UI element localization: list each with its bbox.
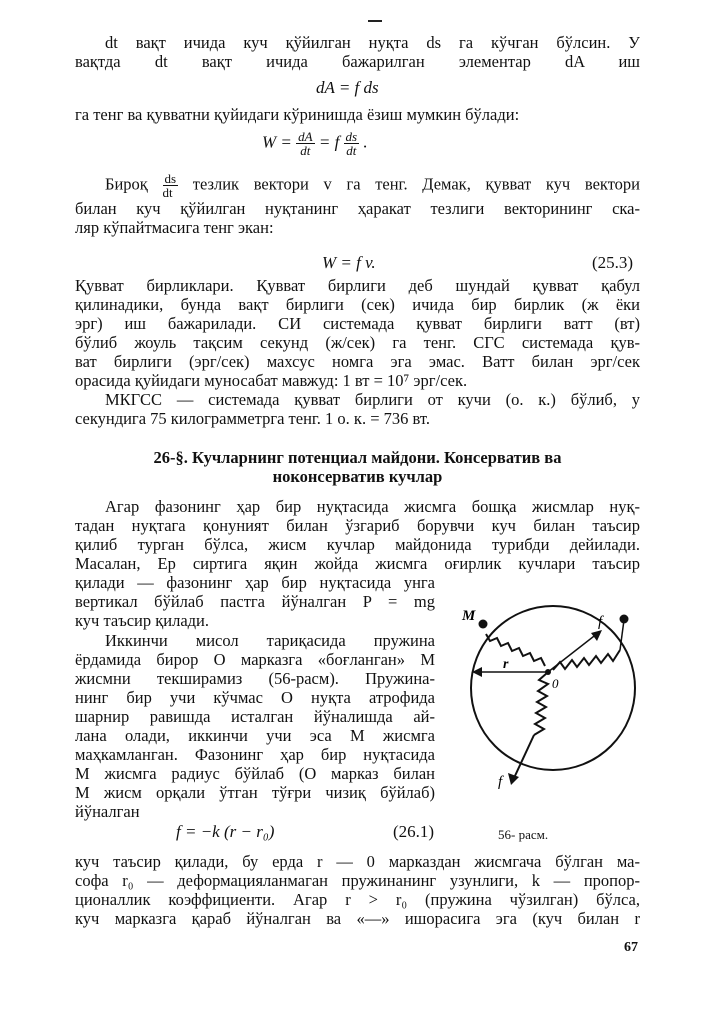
label-r: r xyxy=(503,657,509,672)
equation-number-26-1: (26.1) xyxy=(393,822,435,841)
paragraph-2 xyxy=(75,105,640,124)
text-line: бўлиб жоуль тақсим секунд (ж/сек) га тенг. СГС системада қув- xyxy=(75,333,640,352)
text-line: лана олади, иккинчи учи эса M жисмга xyxy=(75,726,435,745)
text-line: ционаллик коэффициенти. Агар r > r₀ (пружина чўзилган) бўлса, xyxy=(75,890,640,909)
text-line: тадан нуқтага қонуният билан ўзгариб борувчи куч билан таъсир xyxy=(75,516,640,535)
inline-word: Бироқ xyxy=(105,174,148,194)
inline-text: тезлик вектори v га тенг. Демак, қувват куч вектори xyxy=(192,174,641,194)
mass-M-dot xyxy=(479,620,488,629)
equation-power xyxy=(262,130,368,157)
figure-56-diagram xyxy=(448,588,648,813)
paragraph-7 xyxy=(75,631,435,821)
text-line xyxy=(75,172,640,199)
text-line: софа r₀ — деформацияланмаган пружинанинг узунлиги, k — пропор- xyxy=(75,871,640,890)
text-line: Масалан, Ер сиртига яқин жойда жисмга оғирлик кучлари таъсир xyxy=(75,554,640,573)
text-line: МКГСС — системада қувват бирлиги от кучи (о. к.) бўлиб, у xyxy=(105,390,640,409)
equation-W-fv: W = f v. xyxy=(322,253,376,272)
text-line: Иккинчи мисол тариқасида пружина xyxy=(105,631,435,650)
paragraph-6-narrow xyxy=(75,573,435,630)
text-line: M жисмга радиус бўйлаб (O марказ билан xyxy=(75,764,435,783)
equation-dA: dA = f ds xyxy=(316,78,379,97)
figure-caption: 56- расм. xyxy=(498,827,549,842)
eq-end: . xyxy=(363,132,368,152)
section-heading xyxy=(75,448,640,486)
force-arrow-top xyxy=(548,633,598,672)
label-f-top: f xyxy=(598,614,603,630)
spring-down xyxy=(534,673,548,735)
frac-den: dt xyxy=(300,143,311,158)
frac-den: dt xyxy=(346,143,357,158)
paragraph-1 xyxy=(75,33,640,71)
fraction-ds-dt-inline xyxy=(163,172,179,199)
text-line: Агар фазонинг ҳар бир нуқтасида жисмга бошқа жисмлар нуқ- xyxy=(105,497,640,516)
text-line: вертикал бўйлаб пастга йўналган P = mg xyxy=(75,592,435,611)
fraction-dA-dt xyxy=(296,130,314,157)
paragraph-4 xyxy=(75,276,640,390)
text-line: жисмни текширамиз (56-расм). Пружина- xyxy=(75,669,435,688)
paragraph-6 xyxy=(75,497,640,573)
text-line: нинг бир учи кўчмас O нуқта атрофида xyxy=(75,688,435,707)
text-line: ёрдамида бирор O марказга «боғланган» M xyxy=(75,650,435,669)
text-line: секундига 75 килограмметрга тенг. 1 о. к. = 736 вт. xyxy=(75,409,430,428)
equation-hooke: f = −k (r − r₀) xyxy=(176,822,275,841)
force-arrowhead-top xyxy=(591,630,602,641)
page-number: 67 xyxy=(624,940,638,955)
text-line: dt вақт ичида куч қўйилган нуқта ds га кўчган бўлсин. У xyxy=(105,33,640,52)
text-line: вақтда dt вақт ичида бажарилган элементар dA иш xyxy=(75,52,640,71)
top-mark xyxy=(368,20,382,22)
heading-line: ноконсерватив кучлар xyxy=(272,467,443,486)
text-line: га тенг ва қувватни қуйидаги кўринишда ёзиш мумкин бўлади: xyxy=(75,105,520,124)
text-line: ват бирлиги (эрг/сек) махсус номга эга эмас. Ватт билан эрг/сек xyxy=(75,352,640,371)
text-line: куч таъсир қилади. xyxy=(75,611,210,630)
heading-line: 26-§. Кучларнинг потенциал майдони. Консерватив ва xyxy=(153,448,562,467)
equation-number-25-3: (25.3) xyxy=(592,253,634,272)
text-line: қилади — фазонинг ҳар бир нуқтасида унга xyxy=(75,573,435,592)
label-O: 0 xyxy=(552,676,559,691)
text-line: билан куч қўйилган нуқтанинг ҳаракат тезлиги векторининг ска- xyxy=(75,199,640,218)
frac-num: ds xyxy=(345,129,358,144)
label-f-bottom: f xyxy=(498,774,503,790)
eq-mid: = f xyxy=(318,132,340,152)
text-line: қилинадики, бунда вақт бирлиги (сек) ичида бир бирлик (ж ёки xyxy=(75,295,640,314)
label-M: M xyxy=(462,608,476,624)
paragraph-8 xyxy=(75,852,640,928)
force-arrowhead-bottom xyxy=(508,773,519,785)
frac-num: ds xyxy=(164,171,177,186)
text-line: шарнир равишда исталган йўналишда ай- xyxy=(75,707,435,726)
text-line: M жисм орқали ўтган тўғри чизиқ бўйлаб) xyxy=(75,783,435,802)
paragraph-3 xyxy=(75,172,640,237)
text-line: куч марказга қараб йўналган ва «—» ишорасига эга (куч билан r xyxy=(75,909,640,928)
text-line: маҳкамланган. Фазонинг ҳар бир нуқтасида xyxy=(75,745,435,764)
fraction-ds-dt xyxy=(344,130,360,157)
text-line: йўналган xyxy=(75,802,140,821)
eq-lhs: W = xyxy=(262,132,292,152)
text-line: эрг) иш бажарилади. СИ системада қувват бирлиги ватт (вт) xyxy=(75,314,640,333)
force-arrow-bottom xyxy=(514,735,534,778)
frac-den: dt xyxy=(162,185,173,200)
text-line: орасида қуйидаги муносабат мавжуд: 1 вт = 10⁷ эрг/сек. xyxy=(75,371,468,390)
paragraph-5 xyxy=(75,390,640,428)
frac-num: dA xyxy=(298,129,313,144)
text-line: Қувват бирликлари. Қувват бирлиги деб шундай қувват қабул xyxy=(75,276,640,295)
text-line: қилиб турган бўлса, жисм кучлар майдонида турибди дейилади. xyxy=(75,535,640,554)
spring-to-M xyxy=(486,634,545,666)
text-line: куч таъсир қилади, бу ерда r — 0 марказдан жисмгача бўлган ма- xyxy=(75,852,640,871)
text-line: ляр кўпайтмасига тенг экан: xyxy=(75,218,274,237)
